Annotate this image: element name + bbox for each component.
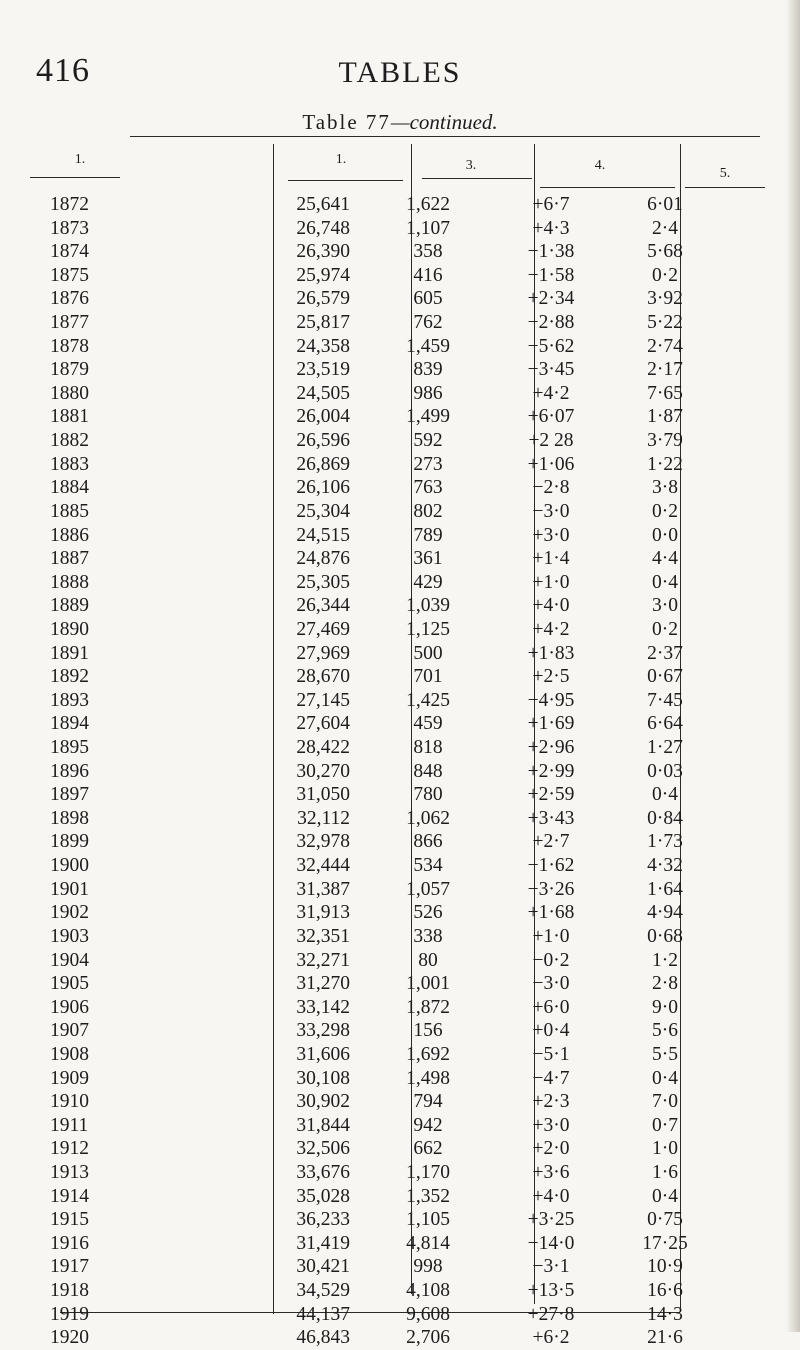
- table-cell: 459: [413, 713, 443, 735]
- table-cell: 5·22: [647, 312, 683, 334]
- table-cell: −4·95: [527, 689, 575, 711]
- table-cell: 3·79: [647, 430, 683, 452]
- table-cell: 662: [413, 1138, 443, 1160]
- table-cell: 4·32: [647, 855, 683, 877]
- table-cell: +27·8: [527, 1303, 575, 1325]
- table-cell: 1·6: [652, 1161, 678, 1183]
- table-cell: 26,004: [296, 406, 350, 428]
- table-cell: 1878: [50, 335, 89, 357]
- table-cell: −3·0: [532, 973, 570, 995]
- table-cell: +6·2: [532, 1327, 570, 1349]
- table-cell: 5·5: [652, 1043, 678, 1065]
- table-cell: 31,050: [296, 784, 350, 806]
- table-cell: +6·7: [532, 194, 570, 215]
- table-cell: 1907: [50, 1020, 89, 1042]
- column-4: [500, 193, 602, 1350]
- table-cell: 0·4: [652, 1067, 678, 1089]
- table-cell: +3·0: [532, 524, 570, 546]
- table-cell: 3·0: [652, 595, 678, 617]
- table-cell: 780: [413, 784, 443, 806]
- table-cell: 0·2: [652, 264, 678, 286]
- table-cell: 80: [418, 949, 438, 971]
- table-cell: 1919: [50, 1303, 89, 1325]
- table-cell: −1·38: [527, 241, 575, 263]
- header-col-4: 4.: [594, 158, 606, 173]
- table-cell: 156: [413, 1020, 443, 1042]
- table-cell: 1877: [50, 312, 89, 334]
- table-cell: +2·5: [532, 666, 570, 688]
- table-cell: +2·3: [532, 1091, 570, 1113]
- table-cell: 1901: [50, 878, 89, 900]
- table-cell: 1879: [50, 359, 89, 381]
- table-cell: 25,817: [296, 312, 350, 334]
- table-cell: 24,876: [296, 548, 350, 570]
- binding-shadow: [786, 0, 800, 1332]
- table-cell: +6·07: [527, 406, 575, 428]
- table-cell: 32,351: [296, 925, 350, 947]
- table-cell: −5·62: [527, 335, 575, 357]
- table-cell: 1915: [50, 1209, 89, 1231]
- table-cell: +6·0: [532, 996, 570, 1018]
- table-cell: 32,444: [296, 855, 350, 877]
- table-cell: 1914: [50, 1185, 89, 1207]
- table-cell: 21·6: [647, 1327, 683, 1349]
- table-cell: 500: [413, 642, 443, 664]
- table-cell: 1,001: [406, 973, 450, 995]
- table-cell: 701: [413, 666, 443, 688]
- header-col-5: 5.: [719, 166, 731, 181]
- table-cell: 30,421: [296, 1256, 350, 1278]
- table-cell: 1894: [50, 713, 89, 735]
- table-cell: 33,676: [296, 1161, 350, 1183]
- table-cell: 361: [413, 548, 443, 570]
- table-cell: +3·25: [527, 1209, 575, 1231]
- table-cell: 1,062: [406, 807, 450, 829]
- table-cell: 0·7: [652, 1114, 678, 1136]
- table-cell: 7·45: [647, 689, 683, 711]
- table-cell: 3·8: [652, 477, 678, 499]
- table-cell: 0·67: [647, 666, 683, 688]
- table-cell: +2·7: [532, 831, 570, 853]
- table-top-rule: [130, 136, 760, 137]
- table-cell: 763: [413, 477, 443, 499]
- header-underline: [288, 180, 403, 181]
- table-cell: −3·1: [532, 1256, 570, 1278]
- table-cell: 1882: [50, 430, 89, 452]
- header-col-3: 3.: [465, 158, 477, 173]
- table-cell: 986: [413, 382, 443, 404]
- table-cell: 1872: [50, 194, 89, 215]
- table-cell: 33,298: [296, 1020, 350, 1042]
- table-cell: 1876: [50, 288, 89, 310]
- table-cell: 24,358: [296, 335, 350, 357]
- table-cell: +1·69: [527, 713, 575, 735]
- table-cell: +4·2: [532, 382, 570, 404]
- table-cell: 802: [413, 500, 443, 522]
- table-cell: 1917: [50, 1256, 89, 1278]
- table-cell: 17·25: [642, 1232, 688, 1254]
- table-cell: 0·68: [647, 925, 683, 947]
- table-cell: 5·68: [647, 241, 683, 263]
- table-cell: 2·74: [647, 335, 683, 357]
- table-cell: 2·8: [652, 973, 678, 995]
- table-cell: 31,606: [296, 1043, 350, 1065]
- table-cell: 6·01: [647, 194, 683, 215]
- table-cell: +2·59: [527, 784, 575, 806]
- table-cell: 592: [413, 430, 443, 452]
- table-cell: 0·03: [647, 760, 683, 782]
- data-table: [0, 136, 800, 1349]
- table-cell: 1880: [50, 382, 89, 404]
- table-cell: 26,579: [296, 288, 350, 310]
- table-cell: 1·2: [652, 949, 678, 971]
- table-cell: +4·0: [532, 1185, 570, 1207]
- caption-prefix: Table 77: [302, 110, 391, 134]
- table-cell: 358: [413, 241, 443, 263]
- table-cell: 0·0: [652, 524, 678, 546]
- table-cell: 31,270: [296, 973, 350, 995]
- table-cell: 1895: [50, 737, 89, 759]
- header-underline: [540, 187, 675, 188]
- table-cell: −2·88: [527, 312, 575, 334]
- table-cell: 1,459: [406, 335, 450, 357]
- table-cell: 32,506: [296, 1138, 350, 1160]
- table-cell: 1903: [50, 925, 89, 947]
- table-cell: 46,843: [296, 1327, 350, 1349]
- table-cell: +2·34: [527, 288, 575, 310]
- table-cell: 1905: [50, 973, 89, 995]
- table-cell: 762: [413, 312, 443, 334]
- table-cell: 4,814: [406, 1232, 450, 1254]
- table-cell: 25,641: [296, 194, 350, 215]
- table-cell: 7·0: [652, 1091, 678, 1113]
- table-cell: 3·92: [647, 288, 683, 310]
- table-cell: −2·8: [532, 477, 570, 499]
- table-cell: 26,869: [296, 453, 350, 475]
- table-cell: 1·27: [647, 737, 683, 759]
- table-cell: 28,422: [296, 737, 350, 759]
- table-cell: +2·96: [527, 737, 575, 759]
- table-cell: −3·0: [532, 500, 570, 522]
- table-cell: 25,304: [296, 500, 350, 522]
- table-cell: 23,519: [296, 359, 350, 381]
- table-cell: 16·6: [647, 1280, 683, 1302]
- table-cell: 1·73: [647, 831, 683, 853]
- table-cell: 998: [413, 1256, 443, 1278]
- table-cell: 1873: [50, 217, 89, 239]
- table-cell: 1,352: [406, 1185, 450, 1207]
- table-cell: 26,344: [296, 595, 350, 617]
- table-cell: +2·99: [527, 760, 575, 782]
- table-cell: 1·22: [647, 453, 683, 475]
- table-cell: 27,969: [296, 642, 350, 664]
- table-cell: +1·0: [532, 925, 570, 947]
- running-head: TABLES: [338, 56, 462, 89]
- table-cell: 605: [413, 288, 443, 310]
- table-cell: 10·9: [647, 1256, 683, 1278]
- table-cell: −5·1: [532, 1043, 570, 1065]
- table-cell: 1886: [50, 524, 89, 546]
- header-col-2: 1.: [335, 152, 347, 167]
- table-cell: 2,706: [406, 1327, 450, 1349]
- table-cell: 0·84: [647, 807, 683, 829]
- table-cell: 32,271: [296, 949, 350, 971]
- table-cell: 1,057: [406, 878, 450, 900]
- table-cell: 28,670: [296, 666, 350, 688]
- table-cell: 31,844: [296, 1114, 350, 1136]
- column-5: [620, 193, 710, 1350]
- table-cell: 1891: [50, 642, 89, 664]
- table-cell: 338: [413, 925, 443, 947]
- table-cell: 1909: [50, 1067, 89, 1089]
- table-cell: 1883: [50, 453, 89, 475]
- table-cell: 1902: [50, 902, 89, 924]
- table-cell: −0·2: [532, 949, 570, 971]
- table-cell: 1,692: [406, 1043, 450, 1065]
- table-cell: 1888: [50, 571, 89, 593]
- column-1: [248, 193, 350, 1350]
- table-cell: 4·94: [647, 902, 683, 924]
- table-cell: 31,913: [296, 902, 350, 924]
- table-cell: 30,108: [296, 1067, 350, 1089]
- table-cell: −1·62: [527, 855, 575, 877]
- table-cell: 1904: [50, 949, 89, 971]
- table-cell: +1·0: [532, 571, 570, 593]
- table-cell: 1920: [50, 1327, 89, 1349]
- table-cell: 1912: [50, 1138, 89, 1160]
- table-cell: −1·58: [527, 264, 575, 286]
- table-cell: 273: [413, 453, 443, 475]
- table-cell: 1889: [50, 595, 89, 617]
- table-cell: 32,978: [296, 831, 350, 853]
- table-cell: 0·4: [652, 784, 678, 806]
- table-cell: 26,596: [296, 430, 350, 452]
- table-cell: 416: [413, 264, 443, 286]
- table-cell: 14·3: [647, 1303, 683, 1325]
- table-cell: 1·87: [647, 406, 683, 428]
- table-cell: 1885: [50, 500, 89, 522]
- table-cell: 26,106: [296, 477, 350, 499]
- table-cell: 526: [413, 902, 443, 924]
- table-cell: +4·2: [532, 618, 570, 640]
- table-caption: [0, 110, 800, 135]
- header-col-1: 1.: [74, 152, 86, 167]
- table-cell: 1,039: [406, 595, 450, 617]
- table-cell: +2 28: [528, 430, 574, 452]
- table-cell: 9·0: [652, 996, 678, 1018]
- table-cell: 942: [413, 1114, 443, 1136]
- table-cell: 794: [413, 1091, 443, 1113]
- table-cell: 1918: [50, 1280, 89, 1302]
- table-cell: 27,469: [296, 618, 350, 640]
- table-cell: 534: [413, 855, 443, 877]
- table-cell: 1884: [50, 477, 89, 499]
- table-cell: 1,107: [406, 217, 450, 239]
- table-cell: 0·4: [652, 1185, 678, 1207]
- table-cell: 1,125: [406, 618, 450, 640]
- table-cell: 1906: [50, 996, 89, 1018]
- table-cell: 1875: [50, 264, 89, 286]
- table-cell: +2·0: [532, 1138, 570, 1160]
- header-underline: [685, 187, 765, 188]
- table-cell: 25,305: [296, 571, 350, 593]
- table-cell: 1897: [50, 784, 89, 806]
- table-cell: 4·4: [652, 548, 678, 570]
- table-cell: 1908: [50, 1043, 89, 1065]
- table-cell: +3·6: [532, 1161, 570, 1183]
- table-cell: +1·83: [527, 642, 575, 664]
- table-cell: 32,112: [297, 807, 350, 829]
- table-cell: 4,108: [406, 1280, 450, 1302]
- table-cell: +4·3: [532, 217, 570, 239]
- table-cell: 24,515: [296, 524, 350, 546]
- table-cell: 1,872: [406, 996, 450, 1018]
- table-cell: +13·5: [527, 1280, 575, 1302]
- column-3: [380, 193, 476, 1350]
- table-cell: +4·0: [532, 595, 570, 617]
- table-cell: 1899: [50, 831, 89, 853]
- table-cell: 1,499: [406, 406, 450, 428]
- table-cell: 7·65: [647, 382, 683, 404]
- table-cell: 1913: [50, 1161, 89, 1183]
- table-cell: 1911: [50, 1114, 89, 1136]
- table-cell: 0·2: [652, 618, 678, 640]
- table-cell: −14·0: [527, 1232, 575, 1254]
- table-cell: 30,902: [296, 1091, 350, 1113]
- table-cell: 1910: [50, 1091, 89, 1113]
- table-cell: 2·4: [652, 217, 678, 239]
- table-cell: 866: [413, 831, 443, 853]
- table-cell: +3·43: [527, 807, 575, 829]
- table-cell: 1,498: [406, 1067, 450, 1089]
- table-cell: 1890: [50, 618, 89, 640]
- table-cell: 9,608: [406, 1303, 450, 1325]
- table-cell: 24,505: [296, 382, 350, 404]
- table-cell: 1,425: [406, 689, 450, 711]
- table-cell: 818: [413, 737, 443, 759]
- header-underline: [422, 178, 532, 179]
- column-year: [50, 193, 120, 1350]
- table-cell: −3·26: [527, 878, 575, 900]
- table-cell: 31,387: [296, 878, 350, 900]
- table-cell: 25,974: [296, 264, 350, 286]
- table-cell: 33,142: [296, 996, 350, 1018]
- table-cell: 1900: [50, 855, 89, 877]
- table-cell: −4·7: [532, 1067, 570, 1089]
- table-cell: 1,622: [406, 194, 450, 215]
- table-cell: 5·6: [652, 1020, 678, 1042]
- table-cell: 1·0: [652, 1138, 678, 1160]
- header-underline: [30, 177, 120, 178]
- table-cell: 26,748: [296, 217, 350, 239]
- table-cell: 2·37: [647, 642, 683, 664]
- table-cell: 839: [413, 359, 443, 381]
- table-cell: 0·2: [652, 500, 678, 522]
- table-cell: 848: [413, 760, 443, 782]
- table-cell: 0·75: [647, 1209, 683, 1231]
- table-cell: 35,028: [296, 1185, 350, 1207]
- table-cell: 44,137: [296, 1303, 350, 1325]
- table-cell: 30,270: [296, 760, 350, 782]
- table-cell: 1887: [50, 548, 89, 570]
- table-cell: +3·0: [532, 1114, 570, 1136]
- table-cell: +0·4: [532, 1020, 570, 1042]
- table-cell: +1·4: [532, 548, 570, 570]
- table-cell: 1892: [50, 666, 89, 688]
- table-cell: 1881: [50, 406, 89, 428]
- table-cell: 27,145: [296, 689, 350, 711]
- table-cell: 1·64: [647, 878, 683, 900]
- table-cell: 1916: [50, 1232, 89, 1254]
- table-cell: 1898: [50, 807, 89, 829]
- table-cell: 1,170: [406, 1161, 450, 1183]
- table-cell: 36,233: [296, 1209, 350, 1231]
- table-cell: 27,604: [296, 713, 350, 735]
- table-cell: 26,390: [296, 241, 350, 263]
- table-cell: 6·64: [647, 713, 683, 735]
- caption-suffix: —continued.: [390, 110, 498, 134]
- table-cell: 1,105: [406, 1209, 450, 1231]
- page-number: 416: [36, 52, 90, 89]
- table-cell: 1896: [50, 760, 89, 782]
- table-cell: 429: [413, 571, 443, 593]
- table-cell: −3·45: [527, 359, 575, 381]
- table-cell: 1893: [50, 689, 89, 711]
- table-cell: 2·17: [647, 359, 683, 381]
- table-cell: 31,419: [296, 1232, 350, 1254]
- table-cell: 789: [413, 524, 443, 546]
- table-cell: 1874: [50, 241, 89, 263]
- table-cell: 0·4: [652, 571, 678, 593]
- table-cell: 34,529: [296, 1280, 350, 1302]
- table-cell: +1·06: [527, 453, 575, 475]
- table-cell: +1·68: [527, 902, 575, 924]
